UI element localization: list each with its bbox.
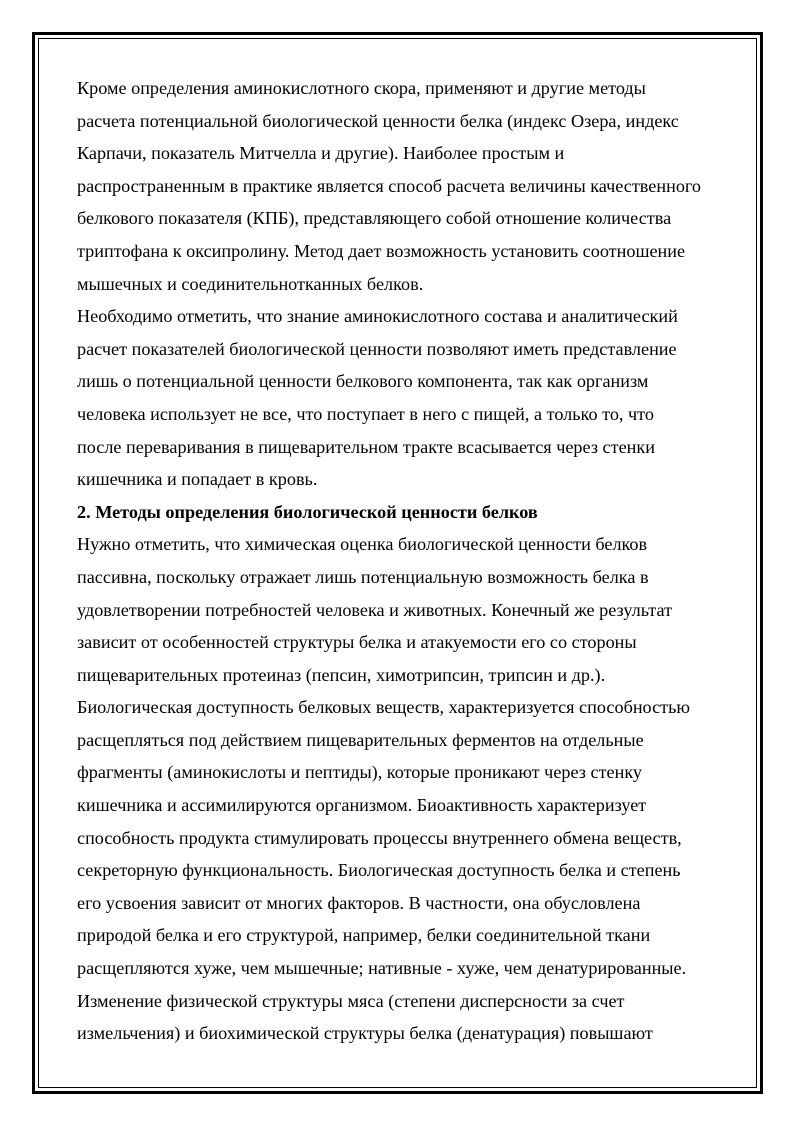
text-line: Необходимо отметить, что знание аминокислотного состава и аналитический (77, 306, 678, 327)
text-line: фрагменты (аминокислоты и пептиды), которые проникают через стенку (77, 762, 643, 783)
section-heading: 2. Методы определения биологической ценности белков (77, 501, 538, 522)
text-line: природой белка и его структурой, например, белки соединительной ткани (77, 925, 651, 946)
text-line: Карпачи, показатель Митчелла и другие). Наиболее простым и (77, 143, 565, 164)
text-line: Изменение физической структуры мяса (степени дисперсности за счет (77, 990, 625, 1011)
text-line: зависит от особенностей структуры белка и атакуемости его со стороны (77, 632, 637, 653)
document-body (77, 72, 737, 1050)
text-line: мышечных и соединительнотканных белков. (77, 273, 424, 294)
text-line: его усвоения зависит от многих факторов. В частности, она обусловлена (77, 892, 641, 913)
text-line: Биологическая доступность белковых веществ, характеризуется способностью (77, 697, 691, 718)
text-line: кишечника и попадает в кровь. (77, 469, 318, 490)
text-line: способность продукта стимулировать процессы внутреннего обмена веществ, (77, 827, 682, 848)
text-line: Нужно отметить, что химическая оценка биологической ценности белков (77, 534, 648, 555)
text-line: измельчения) и биохимической структуры белка (денатурация) повышают (77, 1023, 653, 1044)
text-line: пассивна, поскольку отражает лишь потенциальную возможность белка в (77, 566, 649, 587)
text-line: секреторную функциональность. Биологическая доступность белка и степень (77, 860, 681, 881)
text-line: расчет показателей биологической ценности позволяют иметь представление (77, 338, 677, 359)
text-line: удовлетворении потребностей человека и животных. Конечный же результат (77, 599, 673, 620)
text-line: после переваривания в пищеварительном тракте всасывается через стенки (77, 436, 655, 457)
text-line: расщепляются хуже, чем мышечные; нативные - хуже, чем денатурированные. (77, 958, 687, 979)
text-line: Кроме определения аминокислотного скора, применяют и другие методы (77, 78, 646, 98)
text-line: расщепляться под действием пищеварительных ферментов на отдельные (77, 729, 644, 750)
text-line: пищеварительных протеиназ (пепсин, химотрипсин, трипсин и др.). (77, 664, 606, 685)
text-line: человека использует не все, что поступает в него с пищей, а только то, что (77, 403, 654, 424)
text-line: белкового показателя (КПБ), представляющего собой отношение количества (77, 208, 672, 229)
text-line: кишечника и ассимилируются организмом. Биоактивность характеризует (77, 795, 647, 816)
text-line: расчета потенциальной биологической ценности белка (индекс Озера, индекс (77, 110, 679, 131)
text-line: распространенным в практике является способ расчета величины качественного (77, 175, 702, 196)
text-line: триптофана к оксипролину. Метод дает возможность установить соотношение (77, 240, 686, 261)
text-line: лишь о потенциальной ценности белкового компонента, так как организм (77, 371, 649, 392)
